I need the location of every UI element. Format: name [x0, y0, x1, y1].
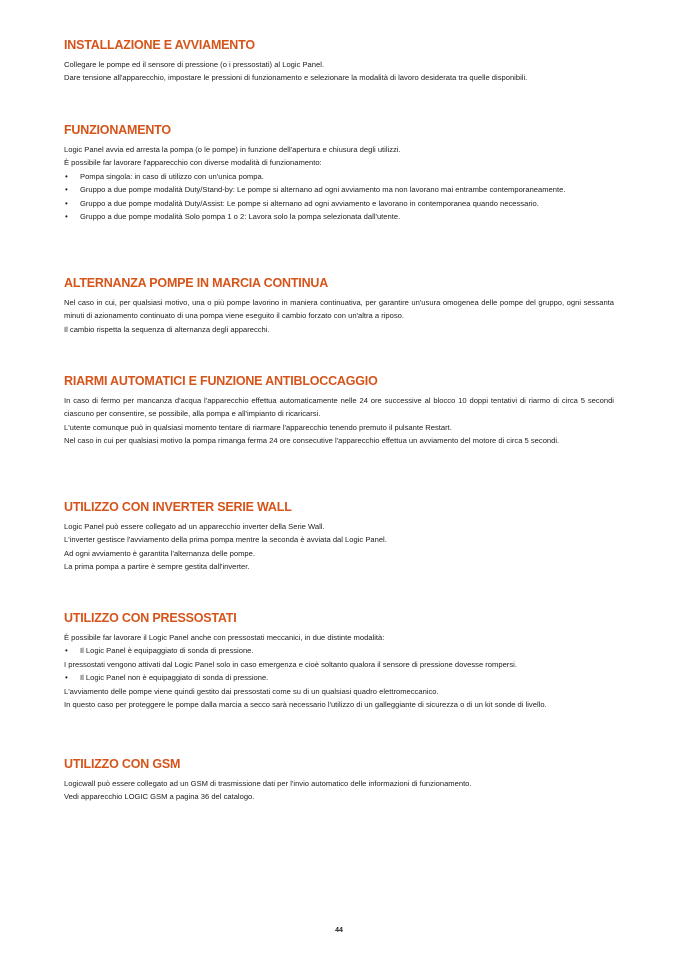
- body-line: È possibile far lavorare l'apparecchio con diverse modalità di funzionamento:: [64, 158, 322, 168]
- bullet-item: • Il Logic Panel è equipaggiato di sonda di pressione.: [64, 644, 614, 657]
- body-paragraph: Nel caso in cui, per qualsiasi motivo, una o più pompe lavorino in maniera continuativa, per garantire un'usura omogenea delle pompe del gruppo, ogni sessanta minuti di azionamento continuato di una pompa viene eseguito il cambio forzato con un'altra a riposo.: [64, 298, 614, 321]
- body-line: Ad ogni avviamento è garantita l'alternanza delle pompe.: [64, 548, 255, 558]
- bullet-item: • Gruppo a due pompe modalità Duty/Stand-by: Le pompe si alternano ad ogni avviamento ma non lavorano mai entrambe contemporaneamente.: [64, 183, 614, 196]
- body-line: Collegare le pompe ed il sensore di pressione (o i pressostati) al Logic Panel.: [64, 60, 325, 69]
- section-alternanza: [64, 276, 614, 336]
- section-pressostati: [64, 611, 614, 711]
- section-riarmi: [64, 374, 614, 448]
- section-heading: UTILIZZO CON GSM: [64, 757, 181, 771]
- section-heading: FUNZIONAMENTO: [64, 123, 171, 137]
- section-heading: UTILIZZO CON INVERTER SERIE WALL: [64, 500, 292, 514]
- page-number: 44: [335, 927, 343, 934]
- section-installazione: [64, 38, 614, 85]
- body-line: Il cambio rispetta la sequenza di alternanza degli apparecchi.: [64, 324, 270, 334]
- body-line: È possibile far lavorare il Logic Panel anche con pressostati meccanici, in due distinte modalità:: [64, 633, 385, 642]
- section-inverter: [64, 500, 614, 574]
- body-paragraph: In questo caso per proteggere le pompe dalla marcia a secco sarà necessario l'utilizzo di un galleggiante di sicurezza o di un kit sonde di livello.: [64, 700, 547, 710]
- section-heading: INSTALLAZIONE E AVVIAMENTO: [64, 38, 255, 52]
- body-line: La prima pompa a partire è sempre gestita dall'inverter.: [64, 562, 250, 572]
- section-heading: ALTERNANZA POMPE IN MARCIA CONTINUA: [64, 276, 329, 290]
- section-gsm: [64, 757, 614, 804]
- body-line: L'inverter gestisce l'avviamento della prima pompa mentre la seconda è avviata dal Logic Panel.: [64, 535, 387, 545]
- body-line: L'utente comunque può in qualsiasi momento tentare di riarmare l'apparecchio tenendo premuto il pulsante Restart.: [64, 422, 452, 432]
- body-line: L'avviamento delle pompe viene quindi gestito dai pressostati come su di un qualsiasi quadro elettromeccanico.: [64, 686, 439, 696]
- body-line: Logic Panel avvia ed arresta la pompa (o le pompe) in funzione dell'apertura e chiusura degli utilizzi.: [64, 145, 401, 154]
- body-line: Logic Panel può essere collegato ad un apparecchio inverter della Serie Wall.: [64, 522, 325, 531]
- body-paragraph: In caso di fermo per mancanza d'acqua l'apparecchio effettua automaticamente nelle 24 ore successive al blocco 10 doppi tentativi di riarmo di circa 5 secondi ciascuno per consentire, se possibile, alla pompa e all'impianto di ricaricarsi.: [64, 396, 614, 419]
- bullet-item: • Gruppo a due pompe modalità Duty/Assist: Le pompe si alternano ad ogni avviamento e lavorano in contemporanea quando necessario.: [64, 197, 614, 210]
- body-line: Dare tensione all'apparecchio, impostare le pressioni di funzionamento e selezionare la modalità di lavoro desiderata tra quelle disponibili.: [64, 73, 528, 83]
- section-funzionamento: [64, 123, 614, 223]
- body-line: Vedi apparecchio LOGIC GSM a pagina 36 del catalogo.: [64, 792, 255, 802]
- bullet-item: • Pompa singola: in caso di utilizzo con un'unica pompa.: [64, 170, 614, 183]
- section-heading: UTILIZZO CON PRESSOSTATI: [64, 611, 237, 625]
- body-line: I pressostati vengono attivati dal Logic Panel solo in caso emergenza e cioè soltanto qualora il sensore di pressione dovesse rompersi.: [64, 659, 517, 669]
- body-line: Logicwall può essere collegato ad un GSM di trasmissione dati per l'invio automatico delle informazioni di funzionamento.: [64, 779, 472, 788]
- bullet-item: • Gruppo a due pompe modalità Solo pompa 1 o 2: Lavora solo la pompa selezionata dall'utente.: [64, 210, 614, 223]
- bullet-item: • Il Logic Panel non è equipaggiato di sonda di pressione.: [64, 671, 614, 684]
- body-paragraph: Nel caso in cui per qualsiasi motivo la pompa rimanga ferma 24 ore consecutive l'apparecchio effettua un avviamento del motore di circa 5 secondi.: [64, 436, 560, 446]
- section-heading: RIARMI AUTOMATICI E FUNZIONE ANTIBLOCCAGGIO: [64, 374, 378, 388]
